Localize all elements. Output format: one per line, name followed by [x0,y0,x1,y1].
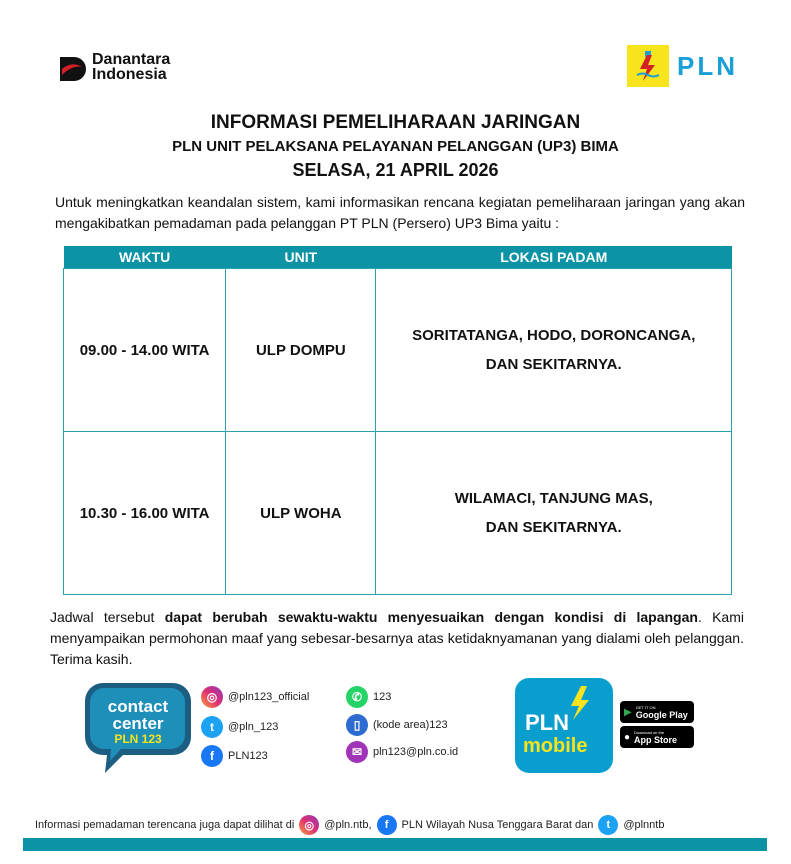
schedule-table [63,246,732,595]
phone-number: (kode area)123 [373,719,448,731]
pln-logo [627,45,738,87]
footer-twitter[interactable]: @plnntb [623,819,665,831]
contact-facebook[interactable] [201,745,268,767]
facebook-handle: PLN123 [228,750,268,762]
instagram-icon: ◎ [201,686,223,708]
pln-logo-text: PLN [677,50,738,81]
header-unit: UNIT [226,246,376,269]
badge-line1: contact [107,697,169,716]
app-line1: PLN [525,710,569,735]
instagram-handle: @pln123_official [228,691,310,703]
google-play-button[interactable] [620,701,694,723]
unit-title: PLN UNIT PELAKSANA PELAYANAN PELANGGAN (UP3) BIMA [172,138,619,155]
footer-text: Informasi pemadaman terencana juga dapat dilihat di [35,819,295,831]
whatsapp-icon: ✆ [346,686,368,708]
header-lokasi: LOKASI PADAM [376,246,732,269]
pln-lightning-icon [627,45,669,87]
table-row [64,432,732,595]
danantara-line2: Indonesia [92,66,167,83]
apple-icon: ● [624,731,631,743]
intro-paragraph: Untuk meningkatkan keandalan sistem, kami informasikan rencana kegiatan pemeliharaan jaringan yang akan mengakibatkan pemadaman pada pelanggan PT PLN (Persero) UP3 Bima yaitu : [55,194,745,231]
contact-instagram[interactable] [201,686,309,708]
contact-whatsapp[interactable] [346,686,391,708]
app-store-button[interactable] [620,726,694,748]
google-play-icon: ▶ [624,706,632,718]
row-waktu: 10.30 - 16.00 WITA [64,432,226,595]
app-line2: mobile [523,735,588,757]
row-waktu: 09.00 - 14.00 WITA [64,269,226,432]
phone-icon: ▯ [346,714,368,736]
lokasi-line1: WILAMACI, TANJUNG MAS, [454,490,653,507]
schedule-note [50,607,744,670]
app-store-label: App Store [634,734,678,745]
footer-facebook[interactable]: PLN Wilayah Nusa Tenggara Barat dan [401,819,594,831]
danantara-line1: Danantara [92,51,171,68]
footer-instagram[interactable]: @pln.ntb, [324,819,372,831]
date-title: SELASA, 21 APRIL 2026 [292,160,499,180]
instagram-icon: ◎ [299,815,319,835]
header-waktu: WAKTU [64,246,226,269]
danantara-mark-icon [58,53,86,81]
note-post: . Kami menyampaikan permohonan maaf yang sebesar-besarnya atas ketidaknyamanan yang dialami oleh pelanggan. Terima kasih. [50,609,744,667]
table-header-row [64,246,732,269]
table-row [64,269,732,432]
note-bold: dapat berubah sewaktu-waktu menyesuaikan dengan kondisi di lapangan [164,609,698,625]
row-lokasi [376,269,732,432]
app-store-small: Download on the [634,729,665,735]
lokasi-line1: SORITATANGA, HODO, DORONCANGA, [412,327,696,344]
facebook-icon: f [377,815,397,835]
footer-bar [23,838,767,851]
contact-phone[interactable] [346,714,448,736]
email-address: pln123@pln.co.id [373,746,459,758]
pln-mobile-app-icon[interactable] [515,678,613,773]
badge-line3: PLN 123 [114,732,162,746]
contact-email[interactable] [346,741,458,763]
footer-info [35,815,664,835]
row-unit: ULP DOMPU [226,269,376,432]
twitter-icon: t [598,815,618,835]
facebook-icon: f [201,745,223,767]
row-unit: ULP WOHA [226,432,376,595]
whatsapp-number: 123 [373,691,392,703]
page-title: INFORMASI PEMELIHARAAN JARINGAN [210,112,581,133]
contact-twitter[interactable] [201,716,278,738]
badge-line2: center [112,714,164,733]
google-play-label: Google Play [635,709,688,720]
row-lokasi [376,432,732,595]
twitter-icon: t [201,716,223,738]
email-icon: ✉ [346,741,368,763]
contact-center-badge [83,679,193,775]
danantara-logo [58,52,170,82]
note-pre: Jadwal tersebut [50,609,165,625]
twitter-handle: @pln_123 [228,721,279,733]
google-play-small: GET IT ON [635,704,656,710]
lokasi-line2: DAN SEKITARNYA. [485,519,622,536]
lokasi-line2: DAN SEKITARNYA. [485,356,622,373]
